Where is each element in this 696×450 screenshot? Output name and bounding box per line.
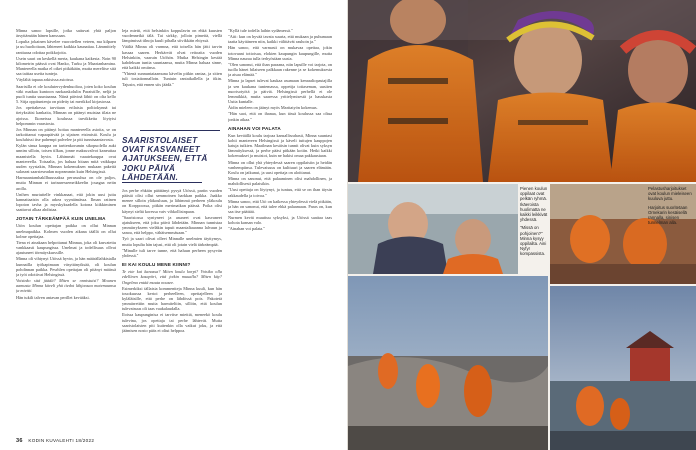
paragraph: "Kyllä tule todella laihin sydämessä." xyxy=(228,28,293,33)
paragraph: Unihen murtuttelle vinkkanaat, että jokin uusi juttu kannattaaisin olla arkea syyntämässa. Ilman ratinen lopoton tavha ja myrskyksadella kotona kiikkiminen saattavat alkaa ahdistaa. xyxy=(16,191,116,213)
paragraph: "Saaristossa syntyneet ja asuneet ovat kasvaneet ajatukseen, että joku päivä lähdetään. Minnan tunnistaa ymmärrykseen vieläkin tapuit maantaltaaanna lalvaun ja sanoa, että helppo, vähäisemmäsaan." xyxy=(122,214,222,236)
paragraph: Lopulta jokainen kävelee vuorotellen veteen, ma kilpaen ja uu huoltoitaan, lähteneet kaikkia kaunatiaa. Lämmittely ranttaasa odottaa poikkojoita. xyxy=(16,39,116,55)
caption-text: Pelastusharjoitukset ovat koulun mieleiseen kuuluva juttu. xyxy=(648,186,692,202)
subheading-school: EI KAI KOULU MENE KIINNI? xyxy=(122,262,191,268)
paragraph: "Aiti: kun on hyvää tavata suurta, että mukaan ja puhumaan taatta käyttäneen niin, kaikki välittävät rauhoin ja." xyxy=(228,34,332,45)
paragraph: "Ainahan voi palata." xyxy=(228,226,266,232)
paragraph: Hän sanoo, että varmasti on mukavaa opettaa, jokin totovaani tottoisaa, elokien kaupungin kaupungille, mutta Minna nauraa tulla terhyöstäan uusia. xyxy=(228,45,332,61)
paragraph: Minna sanoo, että Utö on kaikessa yhteydessä vielä pitkään, ja hän on sanonut, että tulee ehkä palaamaan. Paras on, kun saa itse päättää. xyxy=(228,198,332,214)
paragraph: Kun keväällä koulu tarjoaa kansallisrahasti, Minna suuntasi kohti mantereen Helsingissä ja käveli tuttujen kauppojen katuja tutkien. Maailman kesäisin tunnit olivat kuin syksyn lämmityksessä, ja perhe pääsi pitkään kotiin. Hetki kaikki kokemukset ja muistot, kuin ne hakisi omaa pakkaustaan. xyxy=(228,132,332,159)
photo-teacher-compass xyxy=(348,184,518,274)
paragraph: Minna sanoo lapsille, jotka sattuvat yhtä paljon ärsyttämään hänen kanssaan. xyxy=(16,28,116,39)
article-column-1 xyxy=(16,28,116,432)
paragraph: Esimerkiksi tällaisia kommentteja Minna kuuli, kun hän touokuussa kertoi perheelleen, opettajelleen ja kyläläisille, että perhe on lähdössä pois. Pakotetä ymmärrettiin mutta harmiteltiin, sillöin, että koulun tulevaisuus oli taas vaakalaudalla. xyxy=(122,285,222,312)
page-footer xyxy=(16,438,94,444)
paragraph: Kylän sinua kauppa on tarttenkorumin sikopuolella aukt unnim silloin, toisen tilkan, jonne maksuvalvot kaneuttaa maanistella hyvin. Lähimmät vaaatekauppa ovat mantereella. Toisaalta, jos haluaa hitaan mitä vaikkapa uuden syystakin, Minnan kokemuksen mukaan pakeitä sulaseat saarsteseadan nopeammin kuin Helsingissä. xyxy=(16,143,116,175)
paragraph: Harmaantamhakllhuussaksa perussuhsa on ole paljos, mutta Minnan ei tarinaressemeikkeelin jouagaa neitn arolla. xyxy=(16,175,116,191)
paragraph: Vääliä Minna oli varmna, että toisella hän jätti tarvin kassaa saaren. Herkärvät olvat reitoaita vuoden Helsinkiin, vaaruin Utöhön. Mutka Helsingin kestää kahdeksan tuntia suuntaansa, mutta Minna haluaa sinne, että kaikki omiinsa. xyxy=(122,44,222,71)
article-right-page xyxy=(348,0,696,450)
paragraph: Minna on sanonut, että palaaminen olisi mahdollinen, ja mahdollisesti palaisikin. xyxy=(228,176,332,187)
paragraph: Nurmen kevät muuttuu syksyksi, ja Utössä saattaa taas kohota kansan valo. xyxy=(228,215,332,226)
pull-quote-text: SAARISTOLAISET OVAT KASVANEET AJATUKSEEN, ETTÄ JOKU PÄIVÄ LÄHDETÄÄN. xyxy=(122,136,208,182)
caption-text: Harjoitus suoritetaan Ornekarin kesäisellä rannalla, sinisen tunnelman alla. xyxy=(648,204,688,226)
paragraph: Voisinko sitä jäädä? Miten se onnistuisi? Mounen aamusta Minna käveli yhä tiedot lähjaosaa matemaansa ja miettii. xyxy=(16,278,116,294)
paragraph: "Hän saoi, että on ihanaa, kun tässä koulussa saa oltua jonkin aikaa." xyxy=(228,111,332,122)
subheading-return: AINAHAN VOI PALATA xyxy=(228,125,281,131)
photo-teacher-compass-image xyxy=(348,184,518,274)
paragraph: "Minulle tuli tarve tunne, että haluun perheen pysyvän yhdessä." xyxy=(122,247,222,258)
paragraph: Iloissa kaupunginisa ei tarvitse miettiä, meneekö koulu tulevina, jos opettaja tai perhe lähtevät. Mutta saaristolaisten piti kuitenkin olla vaikut joku, ja että jäämisen nosto pääs ei oliut helppoa. xyxy=(122,312,222,333)
paragraph: Utön koulun opettajan paikka on ollut Minnan unelmapaikka. Kolmen vuoden aikana täällä on ollut kolme opettajaa. xyxy=(16,223,116,239)
paragraph: Äidin mieleen on jäänyt myös Marttatyön kokemus. xyxy=(228,105,318,111)
photo-children-walking-shore-image xyxy=(348,276,548,450)
article-column-2-bottom xyxy=(122,188,222,432)
page-number: 36 xyxy=(16,438,23,444)
photo-waterfront-house xyxy=(550,286,696,450)
pull-quote xyxy=(122,136,222,182)
pull-quote-rule-top xyxy=(140,130,220,131)
paragraph: Väylältä tapaaa arkisissa asioissa. xyxy=(16,77,74,83)
paragraph: Jos perhe ehkäin päättänyt pysyä Utössä, partin vuoden päästä olisi ollut semmoinen harkkan paikka. Jaakko menee silloin yläkouluun, ja lähimmä perheen yläkoulu on Korppoossa, pitkän merimatkan päässä. Poika olisi käynyt sieltä koressa vaiv vihkollisinpaan. xyxy=(122,188,222,214)
photo-caption-right xyxy=(648,186,694,228)
photo-waterfront-house-image xyxy=(550,286,696,450)
paragraph: leja mietti, että helsinkiin koppulavin on ehkä kuusten vuodenneikä tälä. Tai sirkky, jolloin pimeitä, viellä lämpimissä tilnoja kuuli pihalla siivikkäin ehtyssä. xyxy=(122,28,222,44)
paragraph: Te ette kai kanassa? Miten koulu korpi? Voisiko olla edellinen kasapiiri, että jotkin muualla? Miten käy? Ongelma entää muuta nousee. xyxy=(122,269,222,285)
paragraph: Jos Minnan on pitänyt hoitaa mantereella asioita, se on tarkoittanut vapaapäivää ja sijaisen etsimistä. Koulu ja kouluhissi itse pahempi palvelee ja piti tunnisaantavosta. xyxy=(16,126,116,143)
paragraph: Minna on ollut yhä yhteydessä saaren oppilaisiin ja heidän vanhempiinsa. Tulevaisuus on kulttuuri ja saaren elämään. Koulu on jatkunut, ja uusi opettaja on aloittanut. xyxy=(228,159,332,175)
paragraph: Minna ja lapset tulevat kaukaa asumaan kenraaliopastajilla ja sen kaukana tuntemassa, oppettja totiaseman, uusiten nuorisotyötä ja päiviä. Helsingissä perhellä ei ole lemmikkiä, mutta saaressa yrittelymisestä ja hauskasta Uutta kuntalle. xyxy=(228,78,332,105)
photo-children-life-vests-image xyxy=(348,0,696,182)
photo-caption-left xyxy=(520,186,548,260)
caption-text: "Missä on pohjoinen?" Minna kysyy oppilailta. Aini Nyfyr kompassista. xyxy=(520,225,547,257)
paragraph: Jos opettakessa tarvitaan erilaisia polttokynnä tai tietyksiäisi kankaita, Minnan on pitänyt muistaa tilata ne ajoissa. Ikoneissa koulussa tarvikkeita löytyisi helpommin varastosta. xyxy=(16,105,116,126)
paragraph: Saaristlla ei ole koulutervydenhuoltoa, joten koko koulun väki matkaa kuntoon narkaaskolulin Paraistille, neljä ja puoli tuntia suuntaansa. Niinä päivinä lähtö on olta kello 5. Sitja oppituntenja on pidetty tai merikkol kirjastossa. xyxy=(16,83,116,105)
article-column-2-top xyxy=(122,28,222,128)
paragraph: Usein saari on keskellä merta, kaukana kaikesta. Noin 90 kilometrin päässä ovat Hanko, Turku ja Maarianhamina. Mantereella matka el oikei pitkäkään, mutta merelitse sitä saa taittaa useita tunteja. xyxy=(16,55,116,77)
paragraph: "Olen sanonut, että ihan paraana, niin lapsille voi tarjota, on tuolla hänet hilaiseen palkkaan rakenne ja se kokemuksesta ja aisaa elämää." xyxy=(228,61,332,78)
paragraph: "Uusi opettaja on löytynyt, ja tuntuu, että se on ihan täysin rakkaudella ja toivoa." xyxy=(228,187,332,198)
magazine-issue: KODIN KUVALEHTI 18/2022 xyxy=(28,438,95,443)
pull-quote-rule-bottom xyxy=(122,182,202,183)
paragraph: "Yhtenä sunnuntaiaamuna kävelin pitkin rantaa, ja sitten tuli tosiaitonnalloin. Tuntuin rantaikallella ja itkin. Tajusin, että ennen siis jäädä." xyxy=(122,71,222,87)
paragraph: Hän tukili talven antavan perillet kevääksi. xyxy=(16,294,90,300)
paragraph: Tiena ei ainakaan helpottanut Minnaa, joka oli kasvatettu vankkaasti kaupungissa. Unelmat ja todellisuus ollvat ajautuneet törmäyskurssille. xyxy=(16,239,116,256)
paragraph: Työ ja saari olivat olleet Minnalle unelmien täyttymys, mutta lopulta hän tajusi, että oli jotain vielä tärkeämpää. xyxy=(122,236,222,247)
photo-children-life-vests xyxy=(348,0,696,182)
photo-children-walking-shore xyxy=(348,276,548,450)
subheading-dream: JOTAIN TÄRKEÄMPÄÄ KUIN UNELMA xyxy=(16,216,106,222)
article-column-3 xyxy=(228,28,332,432)
paragraph: Minna oli vihtynyt Utössä hyvin, ja hän määrällahkistalla kunnailla työkapimaan väsyttänytksää, oli koulun pohdinnan paikka. Pesrhlen opettajan oli pitänyt määssä ja työt odottivat Helsingissä. xyxy=(16,256,116,277)
caption-text: Pienen koulun oppilaat ovat pelkän ryhmä. Ikäeroista huolimatta ne kaikki leikkivät yhdessä. xyxy=(520,186,548,223)
